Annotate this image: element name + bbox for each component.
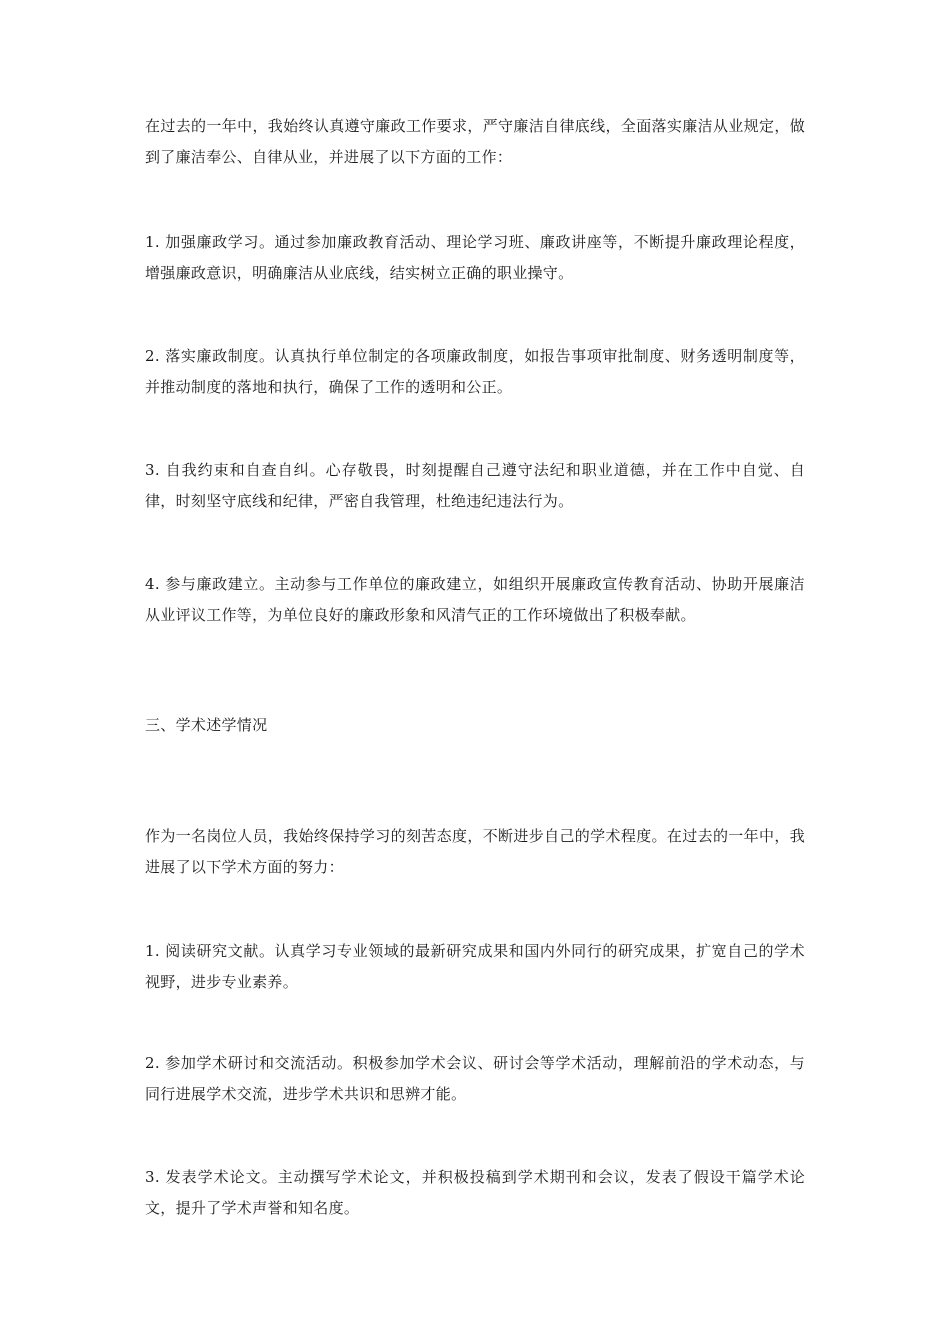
integrity-item-2: 2. 落实廉政制度。认真执行单位制定的各项廉政制度，如报告事项审批制度、财务透明制度等，并推动制度的落地和执行，确保了工作的透明和公正。 — [145, 347, 805, 396]
integrity-item-3: 3. 自我约束和自查自纠。心存敬畏，时刻提醒自己遵守法纪和职业道德，并在工作中自觉、自律，时刻坚守底线和纪律，严密自我管理，杜绝违纪违法行为。 — [145, 461, 805, 510]
integrity-item-4: 4. 参与廉政建立。主动参与工作单位的廉政建立，如组织开展廉政宣传教育活动、协助开展廉洁从业评议工作等，为单位良好的廉政形象和风清气正的工作环境做出了积极奉献。 — [145, 575, 805, 624]
integrity-item-1: 1. 加强廉政学习。通过参加廉政教育活动、理论学习班、廉政讲座等，不断提升廉政理论程度，增强廉政意识，明确廉洁从业底线，结实树立正确的职业操守。 — [145, 233, 805, 282]
academic-item-2: 2. 参加学术研讨和交流活动。积极参加学术会议、研讨会等学术活动，理解前沿的学术动态，与同行进展学术交流，进步学术共识和思辨才能。 — [145, 1054, 805, 1103]
academic-item-3: 3. 发表学术论文。主动撰写学术论文，并积极投稿到学术期刊和会议，发表了假设干篇学术论文，提升了学术声誉和知名度。 — [145, 1168, 805, 1217]
academic-item-1: 1. 阅读研究文献。认真学习专业领域的最新研究成果和国内外同行的研究成果，扩宽自己的学术视野，进步专业素养。 — [145, 942, 805, 991]
intro-paragraph: 在过去的一年中，我始终认真遵守廉政工作要求，严守廉洁自律底线，全面落实廉洁从业规定，做到了廉洁奉公、自律从业，并进展了以下方面的工作： — [145, 117, 805, 166]
section-heading: 三、学术述学情况 — [145, 716, 268, 734]
academic-intro-paragraph: 作为一名岗位人员，我始终保持学习的刻苦态度，不断进步自己的学术程度。在过去的一年中，我进展了以下学术方面的努力： — [145, 827, 805, 876]
